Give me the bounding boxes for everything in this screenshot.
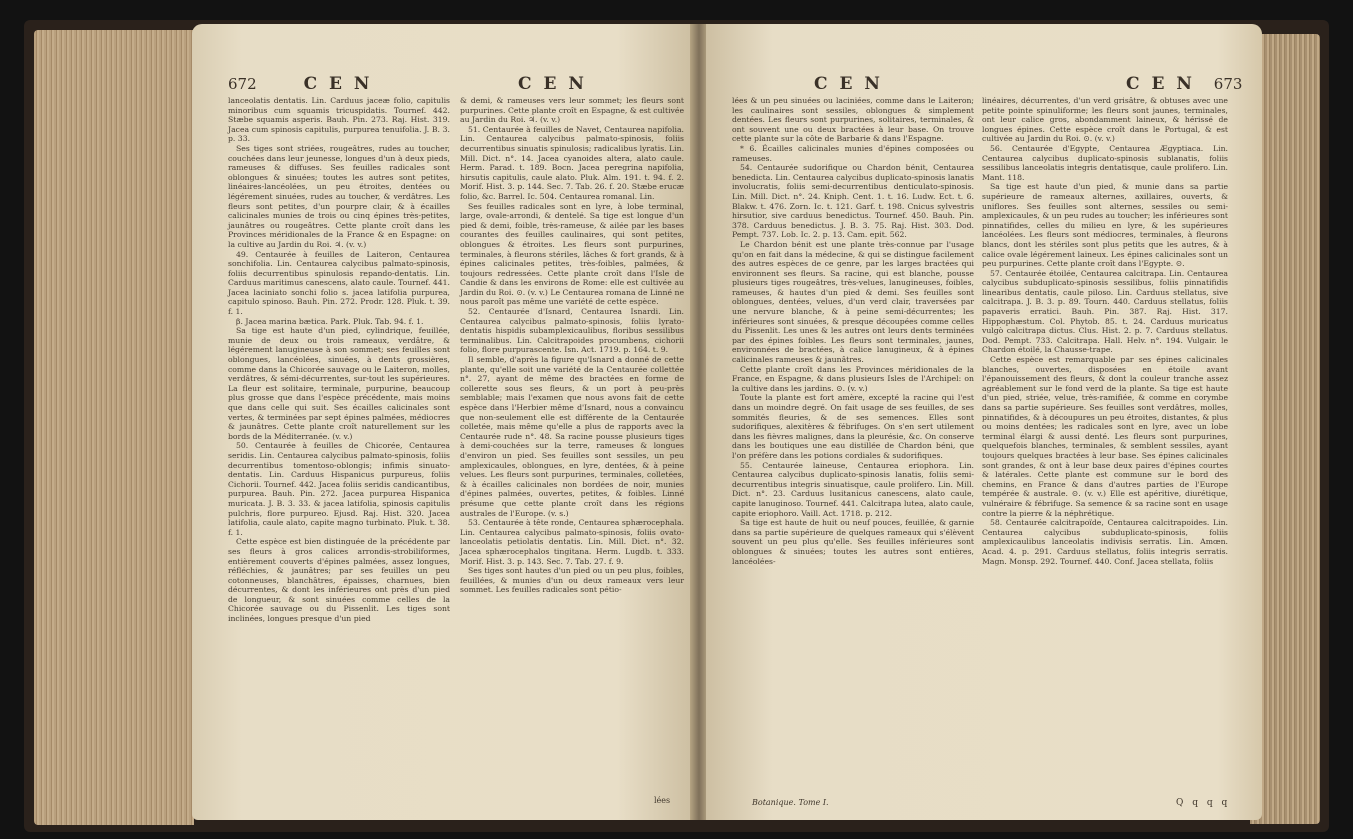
paragraph: 52. Centaurée d'Isnard, Centaurea Isnardi. Lin. Centaurea calycibus palmato-spinosis, foliis lyrato-dentatis hispidis subamplexicaulibus, floribus sessilibus terminalibus. Lin. Calcitrapoides procumbens, cichorii folio, flore purpurascente. Isn. Act. 1719. p. 164. t. 9. [460, 307, 684, 355]
signature-mark: Q q q q [1176, 798, 1231, 808]
right-column-1 [732, 96, 974, 566]
paragraph: 55. Centaurée laineuse, Centaurea eriophora. Lin. Centaurea calycibus duplicato-spinosis lanatis, foliis semi-decurrentibus integris sinuatisque, caule prolifero. Lin. Mill. Dict. n°. 23. Carduus lusitanicus canescens, alato caule, capite lanuginoso. Tournef. 441. Calcitrapa lutea, alato caule, capite eriophoro. Vaill. Act. 1718. p. 212. [732, 460, 974, 518]
left-page-header-left [228, 74, 372, 94]
right-page-header-right [1126, 74, 1242, 94]
paragraph: 58. Centaurée calcitrapoïde, Centaurea calcitrapoides. Lin. Centaurea calycibus subduplicato-spinosis, foliis amplexicaulibus lanceolatis indivisis serratis. Lin. Amœn. Acad. 4. p. 291. Carduus stellatus, foliis integris serratis. Magn. Monsp. 292. Tournef. 440. Conf. Jacea stellata, foliis [982, 518, 1228, 566]
paragraph: lanceolatis dentatis. Lin. Carduus jaceæ folio, capitulis minoribus cum squamis tricuspidatis. Tournef. 442. Stæbe squamis asperis. Bauh. Pin. 273. Raj. Hist. 319. Jacea cum spinosis capitulis, purpurea tenuifolia. J. B. 3. p. 33. [228, 96, 450, 144]
paragraph: Ses tiges sont hautes d'un pied ou un peu plus, foibles, feuillées, & munies d'un ou deux rameaux vers leur sommet. Les feuilles radicales sont pétio- [460, 566, 684, 595]
paragraph: 54. Centaurée sudorifique ou Chardon bénit, Centaurea benedicta. Lin. Centaurea calycibus duplicato-spinosis lanatis involucratis, foliis semi-decurrentibus denticulato-spinosis. Lin. Mill. Dict. n°. 24. Kniph. Cent. 1. t. 16. Ludw. Ect. t. 6. Blakw. t. 476. Zorn. Ic. t. 121. Garf. t. 198. Cnicus sylvestris hirsutior, sive carduus benedictus. Tournef. 450. Bauh. Pin. 378. Carduus benedictus. J. B. 3. 75. Raj. Hist. 303. Dod. Pempt. 737. Lob. Ic. 2. p. 13. Cam. epit. 562. [732, 163, 974, 240]
paragraph: 56. Centaurée d'Egypte, Centaurea Ægyptiaca. Lin. Centaurea calycibus duplicato-spinosis sublanatis, foliis sessilibus lanceolatis integris dentatisque, caule prolifero. Lin. Mant. 118. [982, 143, 1228, 182]
left-page-number: 672 [228, 75, 257, 93]
left-catchword: lées [654, 796, 671, 805]
paragraph: Ses tiges sont striées, rougeâtres, rudes au toucher, couchées dans leur jeunesse, longues d'un à deux pieds, rameuses & diffuses. Ses feuilles radicales sont oblongues & sinuées; toutes les autres sont petites, linéaires-lancéolées, un peu étroites, dentées ou légérement sinuées, rudes au toucher, & verdâtres. Les fleurs sont petites, d'un pourpre clair, & à écailles calicinales munies de trois ou cinq épines très-petites, jaunâtres ou rougeâtres. Cette plante croît dans les Provinces méridionales de la France & en Espagne: on la cultive au Jardin du Roi. ♃. (v. v.) [228, 143, 450, 249]
left-column-2 [460, 96, 684, 595]
running-title: Botanique. Tome I. [752, 798, 829, 807]
right-page [706, 24, 1262, 820]
right-page-number: 673 [1213, 75, 1243, 93]
paragraph: Cette espèce est remarquable par ses épines calicinales blanches, ouvertes, disposées en étoile avant l'épanouissement des fleurs, & dont la couleur tranche assez agréablement sur le fond verd de la plante. Sa tige est haute d'un pied, striée, velue, très-ramifiée, & comme en corymbe dans sa partie supérieure. Ses feuilles sont verdâtres, molles, pinnatifides, & à découpures un peu étroites, distantes, & plus ou moins dentées; les radicales sont en lyre, avec un lobe terminal élargi & aussi denté. Les fleurs sont purpurines, quelquefois blanches, terminales, & semblent sessiles, ayant toujours quelques bractées à leur base. Ses épines calicinales sont grandes, & ont à leur base deux paires d'épines courtes & latérales. Cette plante est commune sur le bord des chemins, en France & dans d'autres parties de l'Europe tempérée & australe. ⊙. (v. v.) Elle est apéritive, diurétique, vulnéraire & fébrifuge. Sa semence & sa racine sont en usage contre la pierre & la néphrétique. [982, 355, 1228, 518]
right-column-2 [982, 96, 1228, 566]
paragraph: Cette plante croît dans les Provinces méridionales de la France, en Espagne, & dans plusieurs Isles de l'Archipel: on la cultive dans les jardins. ⊙. (v. v.) [732, 364, 974, 393]
paragraph: linéaires, décurrentes, d'un verd grisâtre, & obtuses avec une petite pointe spinuliforme; les fleurs sont jaunes, terminales, ont leur calice gros, abondamment laineux, & hérissé de longues épines. Cette espèce croît dans le Portugal, & est cultivée au Jardin du Roi. ⊙. (v. v.) [982, 96, 1228, 144]
paragraph: Il semble, d'après la figure qu'Isnard a donné de cette plante, qu'elle soit une variété de la Centaurée collettée n°. 27, ayant de même des bractées en forme de collerette sous ses fleurs, & un port à peu-près semblable; mais l'examen que nous avons fait de cette espèce dans l'Herbier même d'Isnard, nous a convaincu que non-seulement elle est différente de la Centaurée colletée, mais même qu'elle a plus de rapports avec la Centaurée rude n°. 48. Sa racine pousse plusieurs tiges à demi-couchées sur la terre, rameuses & longues d'environ un pied. Ses feuilles sont sessiles, un peu amplexicaules, oblongues, en lyre, dentées, & à peine velues. Les fleurs sont purpurines, terminales, colletées, & à écailles calicinales non bordées de noir, munies d'épines palmées, ouvertes, petites, & foibles. Linné présume que cette plante croît dans les régions australes de l'Europe. (v. s.) [460, 355, 684, 518]
paragraph: Ses feuilles radicales sont en lyre, à lobe terminal, large, ovale-arrondi, & dentelé. Sa tige est longue d'un pied & demi, foible, très-rameuse, & ailée par les bases courantes des feuilles caulinaires, qui sont petites, oblongues & étroites. Les fleurs sont purpurines, terminales, à fleurons stériles, lâches & fort grands, & à épines calicinales petites, très-foibles, palmées, & toujours redressées. Cette plante croît dans l'Isle de Candie & dans les environs de Rome: elle est cultivée au Jardin du Roi. ⊙. (v. v.) Le Centaurea romana de Linné ne nous paroît pas même une variété de cette espèce. [460, 201, 684, 307]
left-column-1 [228, 96, 450, 624]
paragraph: Sa tige est haute d'un pied, cylindrique, feuillée, munie de deux ou trois rameaux, verdâtre, & légérement lanugineuse à son sommet; ses feuilles sont oblongues, lancéolées, sinuées, à dents grossières, comme dans la Chicorée sauvage ou le Laiteron, molles, verdâtres, & sémi-décurrentes, sur-tout les supérieures. La fleur est solitaire, terminale, purpurine, beaucoup plus grosse que dans l'espèce précédente, mais moins que dans celle qui suit. Ses écailles calicinales sont vertes, & terminées par sept épines palmées, médiocres & jaunâtres. Cette plante croît naturellement sur les bords de la Méditerranée. (v. v.) [228, 326, 450, 441]
left-header-left-word: C E N [303, 74, 373, 94]
left-page [192, 24, 692, 820]
right-page-header-left: C E N [814, 74, 883, 94]
paragraph: & demi, & rameuses vers leur sommet; les fleurs sont purpurines. Cette plante croît en Espagne, & est cultivée au Jardin du Roi. ♃. (v. v.) [460, 96, 684, 125]
paragraph: Sa tige est haute d'un pied, & munie dans sa partie supérieure de rameaux alternes, axillaires, ouverts, & uniflores. Ses feuilles sont alternes, sessiles ou semi-amplexicaules, & un peu rudes au toucher; les inférieures sont pinnatifides, celles du milieu en lyre, & les supérieures lancéolées. Les fleurs sont médiocres, terminales, à fleurons blancs, dont les stériles sont plus petits que les autres, & à calice ovale légérement laineux. Les épines calicinales sont un peu purpurines. Cette plante croît dans l'Egypte. ⊙. [982, 182, 1228, 269]
paragraph: Toute la plante est fort amère, excepté la racine qui l'est dans un moindre degré. On fait usage de ses feuilles, de ses sommités fleuries, & de ses semences. Elles sont sudorifiques, alexitères & fébrifuges. On s'en sert utilement dans les fièvres malignes, dans la pleurésie, &c. On conserve dans les boutiques une eau distillée de Chardon béni, que l'on préfère dans les potions cordiales & sudorifiques. [732, 393, 974, 460]
page-edges-left [34, 30, 194, 825]
paragraph: 50. Centaurée à feuilles de Chicorée, Centaurea seridis. Lin. Centaurea calycibus palmato-spinosis, foliis decurrentibus tomentoso-oblongis; infimis sinuato-dentatis. Lin. Carduus Hispanicus purpureus, foliis Cichorii. Tournef. 442. Jacea foliis seridis candicantibus, purpurea. Bauh. Pin. 272. Jacea purpurea Hispanica muricata. J. B. 3. 33. & jacea latifolia, spinosis capitulis pulchris, flore purpureo. Ejusd. Raj. Hist. 320. Jacea latifolia, caule alato, capite magno turbinato. Pluk. t. 38. f. 1. [228, 441, 450, 537]
paragraph: 57. Centaurée étoilée, Centaurea calcitrapa. Lin. Centaurea calycibus subduplicato-spinosis sessilibus, foliis pinnatifidis linearibus dentatis, caule piloso. Lin. Carduus stellatus, sive calcitrapa. J. B. 3. p. 89. Tourn. 440. Carduus stellatus, foliis papaveris erratici. Bauh. Pin. 387. Raj. Hist. 317. Hippophæstum. Col. Phytob. 85. t. 24. Carduus muricatus vulgò calcitrapa dictus. Clus. Hist. 2. p. 7. Carduus stellatus. Dod. Pempt. 733. Calcitrapa. Hall. Helv. n°. 194. Vulgair. le Chardon étoilé, la Chausse-trape. [982, 268, 1228, 355]
paragraph: 49. Centaurée à feuilles de Laiteron, Centaurea sonchifolia. Lin. Centaurea calycibus palmato-spinosis, foliis decurrentibus spinulosis repando-dentatis. Lin. Carduus maritimus canescens, alato caule. Tournef. 441. Jacea laciniato sonchi folio s. jacea latifolia purpurea, capitulo spinoso. Bauh. Pin. 272. Prodr. 128. Pluk. t. 39. f. 1. [228, 249, 450, 317]
paragraph: lées & un peu sinuées ou laciniées, comme dans le Laiteron; les caulinaires sont sessiles, oblongues & simplement dentées. Les fleurs sont purpurines, solitaires, terminales, & ont souvent une ou deux bractées à leur base. On trouve cette plante sur la côte de Barbarie & dans l'Espagne. [732, 96, 974, 144]
paragraph: Sa tige est haute de huit ou neuf pouces, feuillée, & garnie dans sa partie supérieure de quelques rameaux qui s'élèvent souvent un peu plus qu'elle. Ses feuilles inférieures sont oblongues & sinuées; toutes les autres sont entières, lancéolées- [732, 518, 974, 566]
paragraph: β. Jacea marina bætica. Park. Pluk. Tab. 94. f. 1. [236, 316, 424, 326]
paragraph: 53. Centaurée à tête ronde, Centaurea sphærocephala. Lin. Centaurea calycibus palmato-spinosis, foliis ovato-lanceolatis petiolatis dentatis. Lin. Mill. Dict. n°. 32. Jacea sphærocephalos tingitana. Herm. Lugdb. t. 333. Morif. Hist. 3. p. 143. Sec. 7. Tab. 27. f. 9. [460, 518, 684, 566]
paragraph: Cette espèce est bien distinguée de la précédente par ses fleurs à gros calices arrondis-strobiliformes, entièrement couverts d'épines palmées, assez longues, réfléchies, & jaunâtres; par ses feuilles un peu cotonneuses, blanchâtres, épaisses, charnues, bien décurrentes, & dont les inférieures ont près d'un pied de longueur, & sont sinuées comme celles de la Chicorée sauvage ou du Pissenlit. Les tiges sont inclinées, longues presque d'un pied [228, 537, 450, 624]
paragraph: 51. Centaurée à feuilles de Navet, Centaurea napifolia. Lin. Centaurea calycibus palmato-spinosis, foliis decurrentibus sinuatis spinulosis; radicalibus lyratis. Lin. Mill. Dict. n°. 14. Jacea cyanoides altera, alato caule. Herm. Parad. t. 189. Bocn. Jacea peregrina napifolia, hirsutis capitulis, caule alato. Pluk. Alm. 191. t. 94. f. 2. Morif. Hist. 3. p. 144. Sec. 7. Tab. 26. f. 20. Stæbe erucæ folio, &c. Barrel. Ic. 504. Centaurea romanal. Lin. [460, 124, 685, 201]
paragraph: * 6. Écailles calicinales munies d'épines composées ou rameuses. [732, 143, 974, 163]
left-page-header-right: C E N [518, 74, 587, 94]
paragraph: Le Chardon bénit est une plante très-connue par l'usage qu'on en fait dans la médecine, & qui se distingue facilement des autres espèces de ce genre, par les larges bractées qui environnent ses fleurs. Sa racine, qui est blanche, pousse plusieurs tiges rougeâtres, très-velues, lanugineuses, foibles, rameuses, & hautes d'un pied & demi. Ses feuilles sont oblongues, dentées, velues, d'un verd clair, traversées par une nervure blanche, & à peine semi-décurrentes; les inférieures sont sinuées, & presque découpées comme celles du Pissenlit. Les unes & les autres ont leurs dents terminées par des épines foibles. Les fleurs sont terminales, jaunes, environnées de bractées, à calice lanugineux, & à épines calicinales rameuses & jaunâtres. [732, 239, 974, 365]
right-header-right-word: C E N [1126, 74, 1195, 94]
